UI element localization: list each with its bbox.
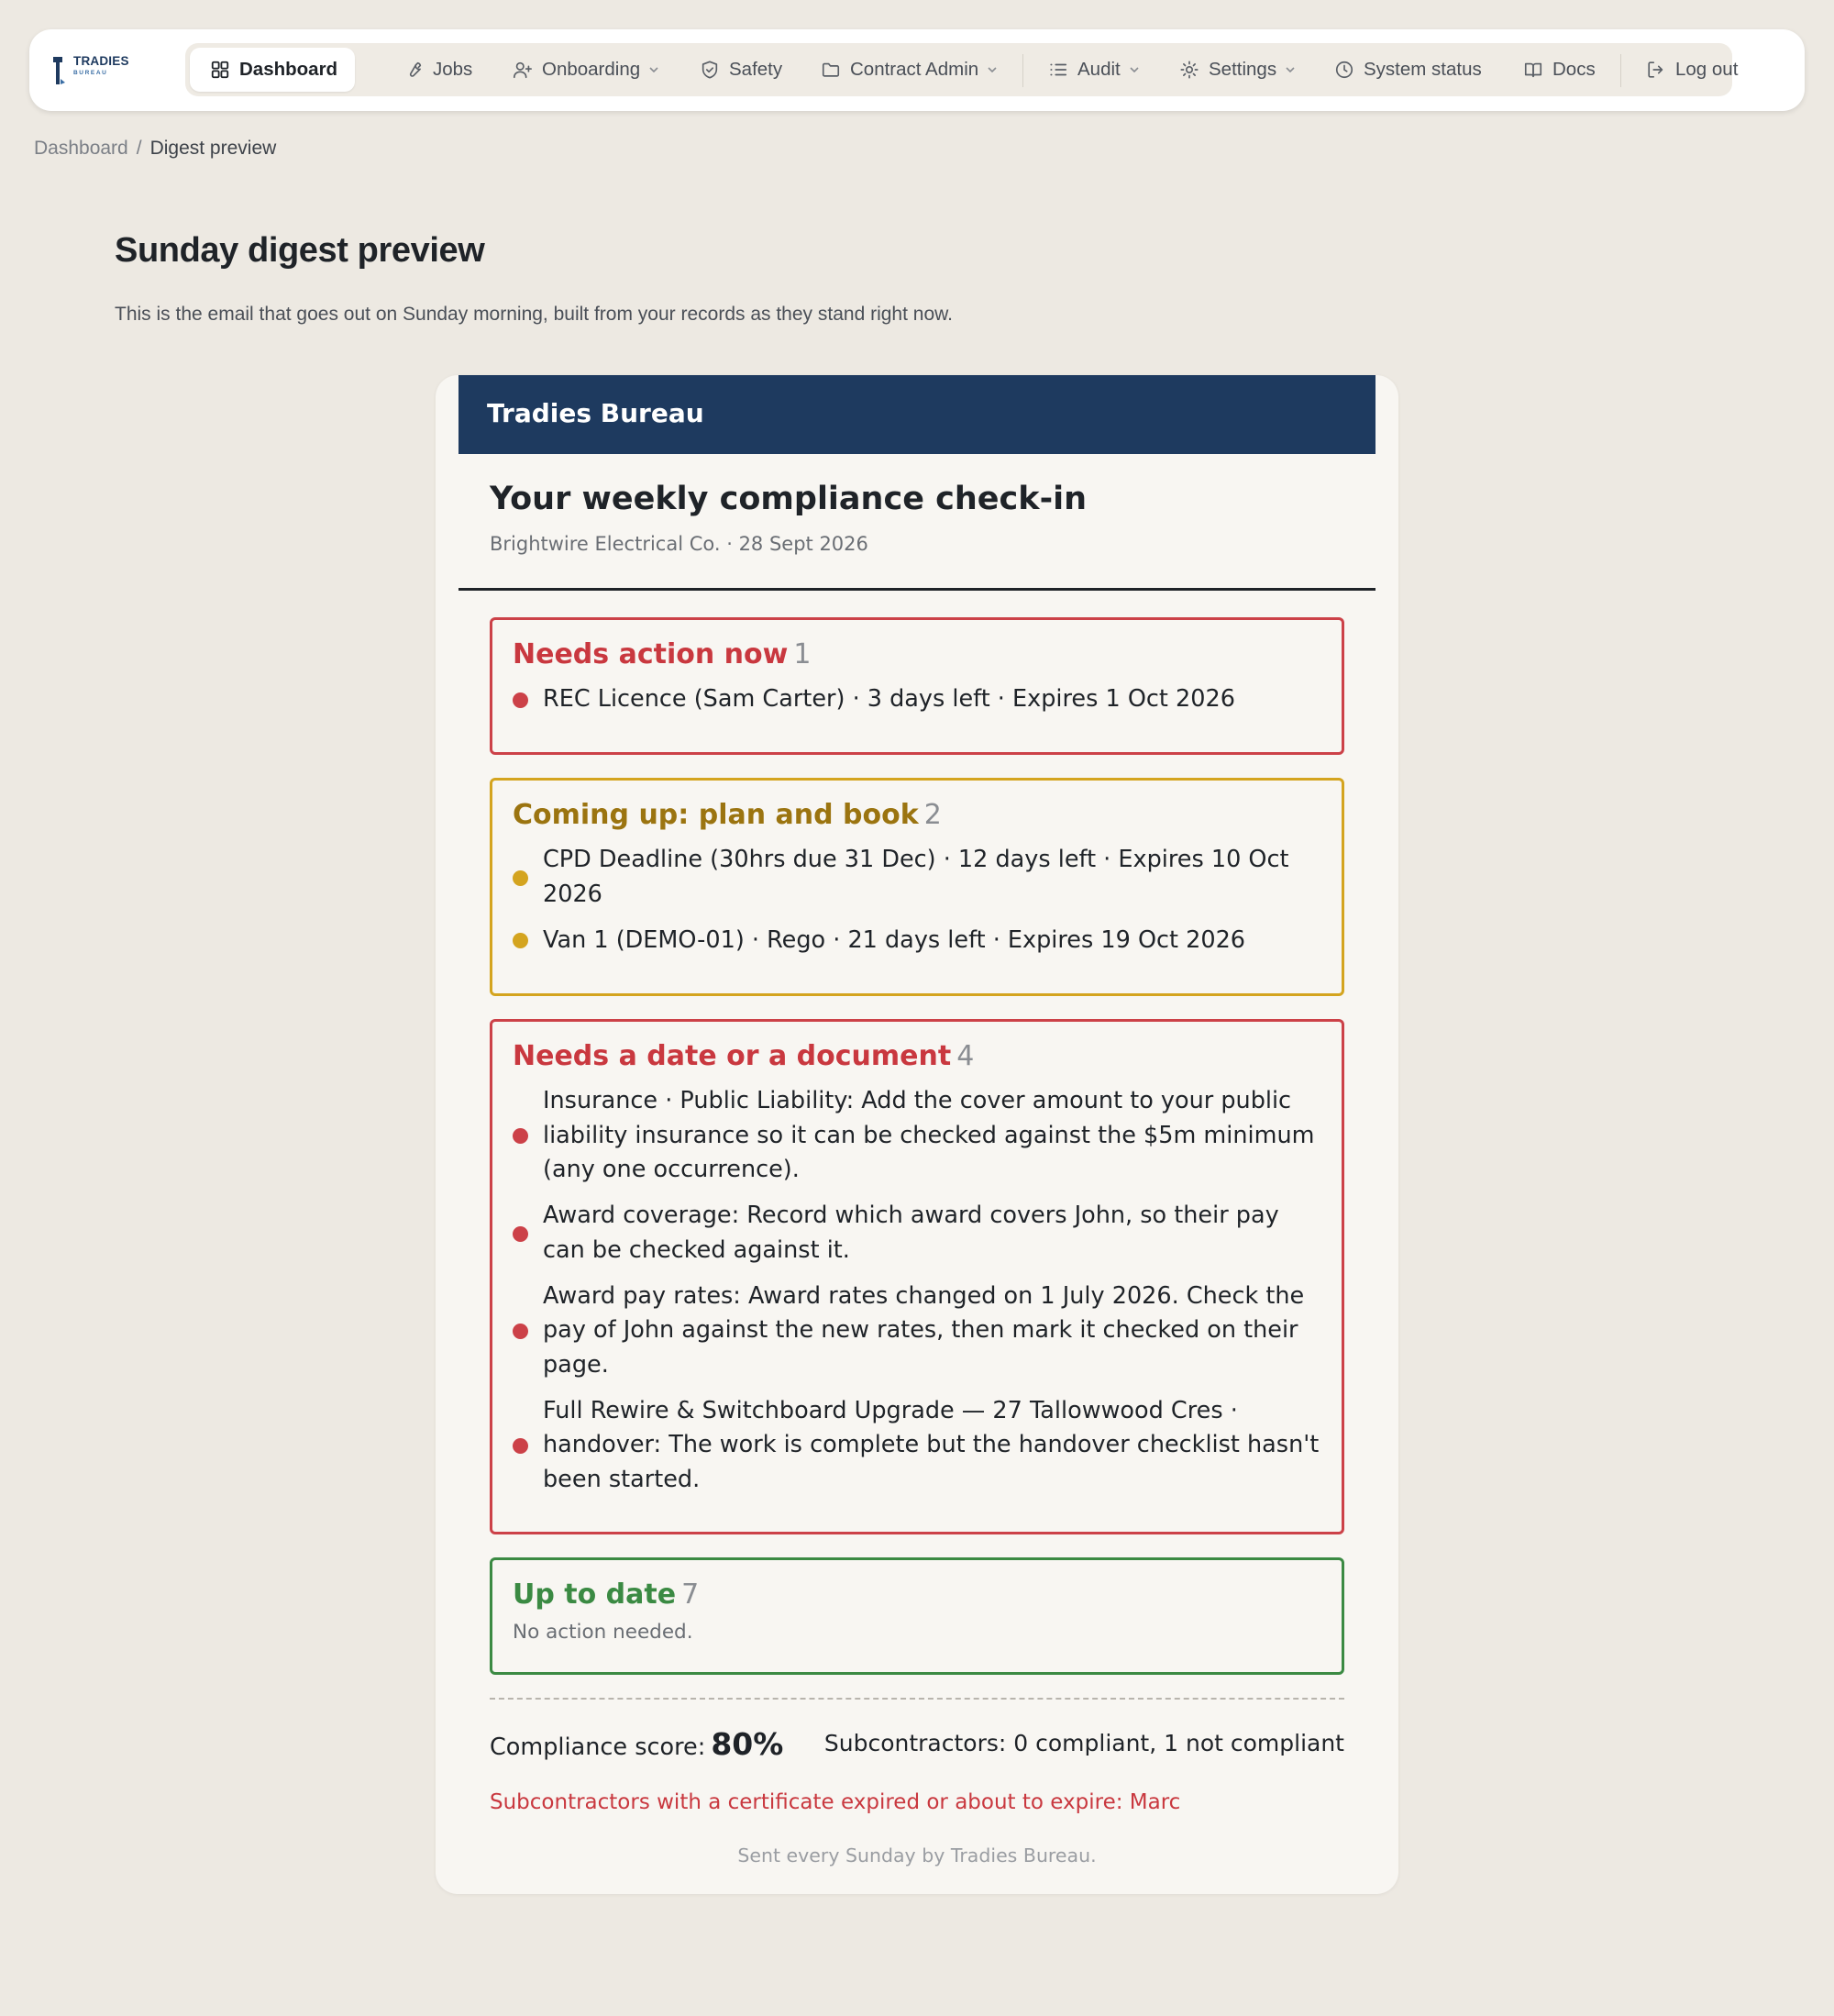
section-count: 7 [681, 1578, 700, 1611]
chevron-down-icon [986, 63, 999, 76]
nav-safety-label: Safety [729, 59, 783, 80]
nav-log-out[interactable] [1646, 48, 1738, 92]
nav-divider [1022, 54, 1023, 87]
section-title-text: Up to date [513, 1578, 677, 1611]
folder-icon [821, 60, 841, 80]
page-subtitle: This is the email that goes out on Sunday morning, built from your records as they stand right now. [115, 304, 953, 325]
breadcrumb-home-link[interactable]: Dashboard [34, 138, 128, 159]
user-plus-icon [513, 60, 533, 80]
section-count: 4 [956, 1040, 975, 1072]
gear-icon [1179, 60, 1199, 80]
app-logo[interactable] [51, 51, 180, 88]
breadcrumb-separator: / [136, 138, 142, 159]
list-item [513, 924, 1321, 958]
clock-icon [1334, 60, 1354, 80]
chevron-down-icon [647, 63, 660, 76]
email-footer: Sent every Sunday by Tradies Bureau. [737, 1844, 1097, 1866]
list-item [513, 1394, 1321, 1498]
nav-system-status[interactable] [1334, 48, 1482, 92]
section-needs-action-now [490, 617, 1344, 755]
nav-audit-label: Audit [1077, 59, 1121, 80]
item-list [513, 843, 1321, 958]
shield-check-icon [700, 60, 720, 80]
nav-log-out-label: Log out [1675, 59, 1739, 80]
section-title-text: Needs action now [513, 638, 789, 670]
item-list [513, 682, 1321, 717]
nav-settings-label: Settings [1209, 59, 1277, 80]
logo-subword: BUREAU [73, 70, 108, 76]
email-meta: Brightwire Electrical Co. · 28 Sept 2026 [490, 533, 868, 555]
compliance-score-label: Compliance score: [490, 1734, 706, 1761]
status-dot-icon [513, 933, 528, 948]
section-title [513, 799, 1321, 832]
dashboard-grid-icon [210, 60, 230, 80]
status-dot-icon [513, 1438, 528, 1454]
page-title: Sunday digest preview [115, 231, 485, 270]
email-heading: Your weekly compliance check-in [490, 481, 1088, 517]
list-item-text: Award pay rates: Award rates changed on 1 July 2026. Check the pay of John against the new rates, then mark it checked on their page. [543, 1281, 1305, 1379]
email-footer-divider [490, 1698, 1344, 1700]
section-up-to-date [490, 1557, 1344, 1675]
book-open-icon [1523, 60, 1543, 80]
wrench-icon [403, 60, 424, 80]
list-item-text: Van 1 (DEMO-01) · Rego · 21 days left · Expires 19 Oct 2026 [543, 925, 1246, 954]
logo-word: TRADIES [73, 54, 129, 68]
status-dot-icon [513, 1324, 528, 1339]
nav-divider [1620, 54, 1621, 87]
list-item [513, 1084, 1321, 1188]
nav-contract-admin[interactable] [821, 48, 999, 92]
chevron-down-icon [1128, 63, 1141, 76]
nav-settings[interactable] [1179, 48, 1297, 92]
list-item [513, 843, 1321, 912]
breadcrumb-current: Digest preview [149, 138, 277, 159]
breadcrumb [34, 138, 276, 160]
nav-contract-admin-label: Contract Admin [850, 59, 979, 80]
list-item-text: Full Rewire & Switchboard Upgrade — 27 Tallowwood Cres · handover: The work is complete but the handover checklist hasn't been started. [543, 1396, 1320, 1493]
nav-jobs-label: Jobs [433, 59, 473, 80]
nav-safety[interactable] [700, 48, 782, 92]
email-brand-header: Tradies Bureau [458, 375, 1376, 454]
compliance-score-value: 80% [711, 1726, 784, 1762]
nav-docs[interactable] [1523, 48, 1596, 92]
section-title [513, 638, 1321, 671]
subcontractor-summary: Subcontractors: 0 compliant, 1 not compliant [823, 1730, 1344, 1756]
section-title [513, 1578, 1321, 1612]
list-item-text: Award coverage: Record which award covers John, so their pay can be checked against it. [543, 1202, 1279, 1264]
section-title-text: Coming up: plan and book [513, 799, 919, 831]
list-item [513, 682, 1321, 717]
section-count: 2 [923, 799, 942, 831]
section-title-text: Needs a date or a document [513, 1040, 952, 1072]
item-list [513, 1084, 1321, 1497]
status-dot-icon [513, 692, 528, 708]
list-item-text: REC Licence (Sam Carter) · 3 days left · Expires 1 Oct 2026 [543, 685, 1235, 713]
list-item-text: Insurance · Public Liability: Add the cover amount to your public liability insurance so it can be checked against the $5m minimum (any one occurrence). [543, 1087, 1315, 1183]
list-item-text: CPD Deadline (30hrs due 31 Dec) · 12 days left · Expires 10 Oct 2026 [543, 846, 1289, 908]
nav-audit[interactable] [1048, 48, 1141, 92]
section-coming-up [490, 778, 1344, 996]
nav-onboarding[interactable] [513, 48, 660, 92]
section-title [513, 1040, 1321, 1073]
nav-jobs[interactable] [403, 48, 472, 92]
list-icon [1048, 60, 1068, 80]
main-nav [185, 43, 1739, 96]
chevron-down-icon [1284, 63, 1297, 76]
no-action-note: No action needed. [513, 1621, 693, 1644]
nav-system-status-label: System status [1364, 59, 1482, 80]
digest-email-preview [436, 375, 1398, 1894]
list-item [513, 1279, 1321, 1383]
subcontractor-warning: Subcontractors with a certificate expired or about to expire: Marc [490, 1790, 1181, 1814]
nav-onboarding-label: Onboarding [542, 59, 641, 80]
compliance-score [490, 1726, 783, 1762]
nav-dashboard[interactable] [190, 48, 355, 92]
nav-docs-label: Docs [1552, 59, 1596, 80]
section-count: 1 [793, 638, 812, 670]
status-dot-icon [513, 870, 528, 886]
status-dot-icon [513, 1128, 528, 1144]
nav-dashboard-label: Dashboard [239, 59, 338, 80]
logo-mark-icon [51, 55, 66, 86]
section-needs-date-or-document [490, 1019, 1344, 1534]
log-out-icon [1646, 60, 1666, 80]
list-item [513, 1199, 1321, 1268]
email-divider [458, 588, 1376, 591]
status-dot-icon [513, 1226, 528, 1242]
top-nav-bar [29, 29, 1805, 111]
